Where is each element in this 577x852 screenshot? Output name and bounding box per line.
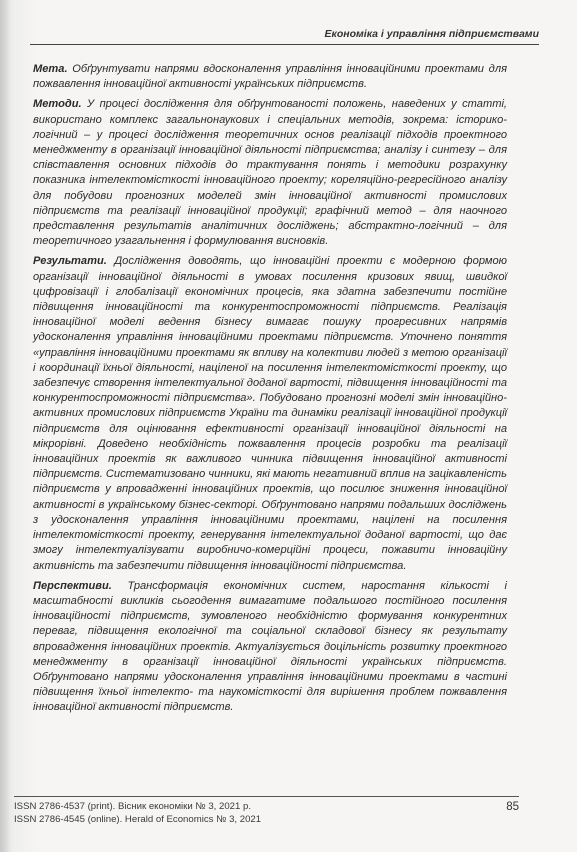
issn-print: ISSN 2786-4537 (print). Вісник економіки № 3, 2021 р. <box>14 801 252 812</box>
section-methods <box>33 97 507 249</box>
page-footer <box>14 796 519 826</box>
section-text-goal: Обґрунтувати напрями вдосконалення управління інноваційними проектами для пожвавлення інноваційної активності українських підприємств. <box>33 63 507 91</box>
section-text-results: Дослідження доводять, що інноваційні проекти є модерною формою організації інноваційної діяльності в умовах посилення кризових явищ, швидкої цифровізації і глобалізації економічних процесів, яка здатна забезпечити постійне підвищення інноваційності та конкурентоспроможності підприємств. Реалізація інноваційної моделі ведення бізнесу вимагає пошуку прогресивних напрямів удосконалення управління інноваційними проектами підприємств. Уточнено поняття «управління інноваційними проектами як впливу на колективи людей з метою організації і координації їхньої діяльності, націленої на посилення інтелектомісткості проекту, що забезпечує створення інтелектуальної доданої вартості, підвищення інноваційності та конкурентоспроможності підприємства». Побудовано прогнозні моделі змін інноваційно-активних промислових підприємств України та динаміки реалізації інноваційної продукції підприємств для оцінювання ефективності організації інноваційної діяльності на мікрорівні. Доведено необхідність пожвавлення процесів розробки та реалізації інноваційних проектів як важливого чинника підвищення інноваційної активності підприємств. Систематизовано чинники, які мають негативний вплив на зацікавленість підприємств у впровадженні інноваційних проектів, що посилює зниження інноваційної активності в українському бізнес-секторі. Обґрунтовано напрями подальших досліджень з удосконалення управління інноваційними проектами, націлені на посилення інтелектомісткості проекту, генерування інтелектуальної доданої вартості, що дає змогу інтелектуалізувати виробничо-комерційні процеси, пожавити інноваційну активність та забезпечити підвищення інноваційності підприємства. <box>33 255 507 572</box>
section-goal <box>33 62 507 92</box>
running-header <box>30 26 539 45</box>
section-label-goal: Мета. <box>33 63 68 75</box>
abstract-body <box>33 62 507 721</box>
section-label-results: Результати. <box>33 255 107 268</box>
running-title: Економіка і управління підприємствами <box>324 28 539 40</box>
page-number: 85 <box>506 801 519 813</box>
section-label-methods: Методи. <box>33 98 82 111</box>
section-label-perspectives: Перспективи. <box>33 579 112 592</box>
section-perspectives <box>33 579 507 716</box>
issn-online: ISSN 2786-4545 (online). Herald of Economics № 3, 2021 <box>14 814 262 825</box>
spine-shadow <box>0 0 10 852</box>
section-text-perspectives: Трансформація економічних систем, наростання кількості і масштабності викликів сьогодення вимагатиме подальшого постійного посилення інноваційності підприємств, зумовленого необхідністю формування конкурентних переваг, підвищення екологічної та соціальної складової бізнесу як результату впровадження інноваційних проектів. Актуалізується доцільність розвитку проектного менеджменту в організації інноваційної діяльності українських підприємств. Обґрунтовано напрями удосконалення управління інноваційними проектами в частині підвищення їхньої інтелекто- та наукомісткості для вирішення проблем пожвавлення інноваційної активності підприємств. <box>33 579 507 714</box>
section-text-methods: У процесі дослідження для обґрунтованості положень, наведених у статті, використано комплекс загальнонаукових і спеціальних методів, зокрема: історико-логічний – у процесі дослідження теоретичних основ реалізації підходів проектного менеджменту в організації інноваційної діяльності підприємства; аналізу і синтезу – для співставлення основних підходів до трактування понять і методики розрахунку показника інтелектомісткості інноваційного проекту; кореляційно-регресійного аналізу для побудови прогнозних моделей змін інноваційної активності промислових підприємств та реалізації інноваційної продукції; графічний метод – для наочного представлення результатів аналітичних досліджень; абстрактно-логічний – для теоретичного узагальнення і формулювання висновків. <box>33 98 507 248</box>
section-results <box>33 254 507 573</box>
footer-rule <box>14 796 519 797</box>
